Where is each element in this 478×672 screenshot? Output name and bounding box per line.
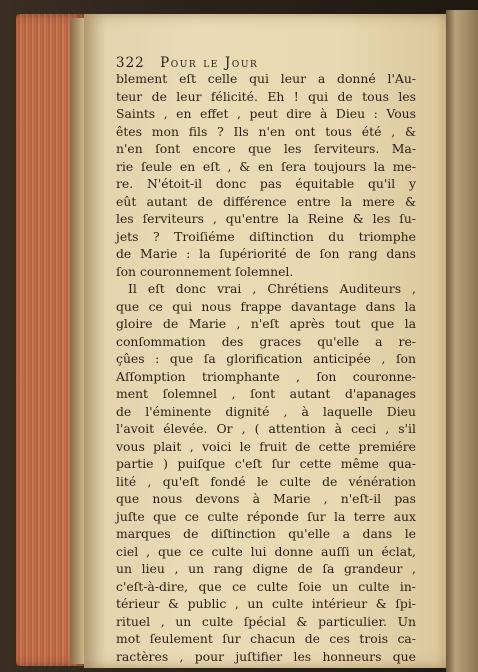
text-line: gloire de Marie , n'eſt après tout que la — [116, 316, 416, 331]
text-line: êtes mon fils ? Ils n'en ont tous été , & — [116, 123, 416, 139]
page-number: 322 — [116, 55, 145, 71]
text-line: que ce qui nous frappe davantage dans la — [116, 298, 416, 314]
text-line: blement eſt celle qui leur a donné l'Au- — [116, 71, 416, 86]
body-text — [116, 70, 416, 665]
text-line: ment ſolemnel , ſont autant d'apanages — [116, 386, 416, 401]
text-line: c'eſt-à-dire, que ce culte ſoie un culte in- — [116, 578, 416, 594]
running-title: Pour le Jour — [160, 55, 259, 71]
text-line: juſte que ce culte réponde ſur la terre aux — [116, 508, 416, 524]
text-line: térieur & public , un culte intérieur & ſpi- — [116, 596, 416, 611]
text-line: Aſſomption triomphante , ſon couronne- — [116, 368, 416, 384]
text-line: mot ſeulement ſur chacun de ces trois ca- — [116, 631, 416, 646]
text-line: les ſerviteurs , qu'entre la Reine & les ſu- — [116, 211, 416, 226]
text-line: ciel , que ce culte lui donne auſſi un éclat, — [116, 543, 416, 559]
text-line: marques de diſtinction qu'elle a dans le — [116, 526, 416, 541]
text-line: vous plait , voici le fruit de cette premiére — [116, 438, 416, 454]
text-line: de l'éminente dignité , à laquelle Dieu — [116, 403, 416, 419]
text-line: re. N'étoit-il donc pas équitable qu'il y — [116, 176, 416, 191]
text-line: eût autant de différence entre la mere & — [116, 193, 416, 209]
page-gutter — [70, 18, 84, 664]
text-line: rituel , un culte ſpécial & particulier. Un — [116, 613, 416, 629]
text-line: Il eſt donc vrai , Chrétiens Auditeurs , — [128, 281, 416, 296]
text-line: ractères , pour juſtifier les honneurs que — [116, 648, 416, 664]
text-line: conſommation des graces qu'elle a re- — [116, 333, 416, 349]
text-line: que nous devons à Marie , n'eſt-il pas — [116, 491, 416, 506]
text-line: partie ) puiſque c'eſt ſur cette même qua- — [116, 456, 416, 471]
text-line: jets ? Troiſiéme diſtinction du triomphe — [116, 228, 416, 244]
text-line: teur de leur félicité. Eh ! qui de tous les — [116, 88, 416, 104]
text-line: lité , qu'eſt fondé le culte de vénération — [116, 473, 416, 489]
text-line: ſon couronnement ſolemnel. — [116, 263, 294, 279]
text-line: çûes : que ſa glorification anticipée , ſon — [116, 351, 416, 366]
text-line: l'avoit élevée. Or , ( attention à ceci , s'il — [116, 421, 416, 436]
text-line: rie ſeule en eſt , & en ſera toujours la me- — [116, 158, 416, 174]
facing-page-edge — [446, 10, 478, 672]
text-line: Saints , en effet , peut dire à Dieu : Vous — [116, 106, 416, 121]
text-line: n'en ſont encore que les ſerviteurs. Ma- — [116, 141, 416, 156]
text-line: de Marie : la ſupériorité de ſon rang dans — [116, 246, 416, 261]
text-line: un lieu , un rang digne de ſa grandeur , — [116, 561, 416, 576]
